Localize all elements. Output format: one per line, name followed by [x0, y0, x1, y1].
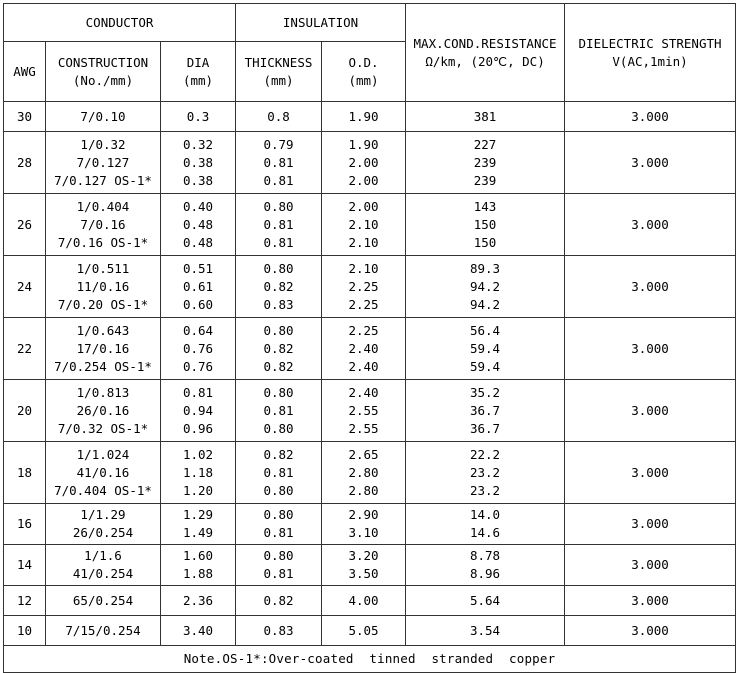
dia-cell-line: 0.60 — [182, 296, 214, 312]
thickness-cell-line: 0.81 — [263, 234, 294, 250]
resistance-cell-line: 59.4 — [469, 340, 501, 356]
table-row — [4, 616, 736, 646]
construction-cell — [46, 442, 161, 504]
resistance-cell — [406, 586, 565, 616]
od-cell-line: 5.05 — [348, 622, 379, 638]
resistance-cell-line: 14.6 — [469, 525, 501, 540]
awg-cell: 20 — [4, 380, 46, 442]
thickness-cell-line: 0.80 — [263, 198, 294, 214]
table-row — [4, 256, 736, 318]
od-cell-line: 2.25 — [348, 322, 379, 338]
resistance-cell-line: 143 — [473, 198, 497, 214]
od-cell-line: 4.00 — [348, 592, 379, 608]
thickness-cell-line: 0.81 — [263, 464, 294, 480]
resistance-cell — [406, 318, 565, 380]
dielectric-cell: 3.000 — [565, 380, 736, 442]
construction-cell-line: 1/1.29 — [80, 507, 126, 522]
dia-cell — [161, 442, 236, 504]
dielectric-cell: 3.000 — [565, 132, 736, 194]
dia-cell-line: 0.64 — [182, 322, 214, 338]
table-row — [4, 442, 736, 504]
dia-cell — [161, 545, 236, 586]
table-body — [4, 102, 736, 646]
dia-cell-line: 0.81 — [182, 384, 214, 400]
thickness-cell-line: 0.82 — [263, 358, 294, 374]
dia-cell-line: 2.36 — [182, 592, 214, 608]
resistance-cell-line: 227 — [473, 136, 497, 152]
thickness-cell — [236, 504, 322, 545]
construction-cell — [46, 194, 161, 256]
od-cell-line: 2.90 — [348, 507, 379, 522]
resistance-cell — [406, 102, 565, 132]
dielectric-header-line1: DIELECTRIC STRENGTH — [578, 35, 722, 51]
construction-cell-line: 7/0.16 OS-1* — [57, 234, 149, 250]
thickness-cell — [236, 545, 322, 586]
construction-cell-line: 1/0.813 — [76, 384, 130, 400]
od-header-line1: O.D. — [348, 54, 379, 70]
construction-cell — [46, 504, 161, 545]
thickness-cell-line: 0.83 — [263, 296, 294, 312]
od-cell-line: 2.00 — [348, 172, 379, 188]
thickness-header-line1: THICKNESS — [244, 54, 313, 70]
od-cell-line: 2.10 — [348, 216, 379, 232]
od-cell-line: 2.55 — [348, 402, 379, 418]
od-cell-line: 2.40 — [348, 358, 379, 374]
dia-cell-line: 1.88 — [182, 566, 214, 581]
construction-cell — [46, 318, 161, 380]
resistance-header-line1: MAX.COND.RESISTANCE — [413, 35, 557, 51]
awg-cell: 12 — [4, 586, 46, 616]
od-cell — [322, 102, 406, 132]
construction-cell-line: 1/1.6 — [84, 548, 122, 563]
construction-cell-line: 65/0.254 — [72, 592, 134, 608]
construction-cell-line: 41/0.254 — [72, 566, 134, 581]
thickness-cell-line: 0.82 — [263, 446, 294, 462]
conductor-header: CONDUCTOR — [4, 4, 236, 42]
thickness-cell-line: 0.80 — [263, 322, 294, 338]
od-cell-line: 2.25 — [348, 296, 379, 312]
construction-cell — [46, 545, 161, 586]
thickness-cell-line: 0.8 — [267, 108, 290, 124]
construction-cell-line: 1/0.404 — [76, 198, 130, 214]
construction-cell-line: 7/0.254 OS-1* — [54, 358, 152, 374]
od-cell-line: 2.00 — [348, 154, 379, 170]
dia-cell-line: 1.29 — [182, 507, 214, 522]
table-row — [4, 318, 736, 380]
dia-cell-line: 0.76 — [182, 358, 214, 374]
dia-cell-line: 0.40 — [182, 198, 214, 214]
awg-cell: 28 — [4, 132, 46, 194]
thickness-cell-line: 0.80 — [263, 384, 294, 400]
od-cell-line: 2.80 — [348, 464, 379, 480]
thickness-cell — [236, 586, 322, 616]
dielectric-header — [565, 4, 736, 102]
resistance-cell-line: 22.2 — [469, 446, 501, 462]
construction-cell-line: 1/0.511 — [76, 260, 130, 276]
thickness-cell — [236, 132, 322, 194]
resistance-cell-line: 23.2 — [469, 482, 501, 498]
thickness-cell — [236, 102, 322, 132]
dia-cell — [161, 256, 236, 318]
dielectric-cell: 3.000 — [565, 256, 736, 318]
resistance-cell-line: 3.54 — [469, 622, 501, 638]
resistance-cell-line: 94.2 — [469, 278, 501, 294]
construction-cell — [46, 380, 161, 442]
resistance-cell-line: 150 — [473, 216, 497, 232]
construction-cell-line: 41/0.16 — [76, 464, 130, 480]
spec-table-container — [3, 3, 736, 673]
thickness-cell-line: 0.82 — [263, 278, 294, 294]
od-cell — [322, 256, 406, 318]
resistance-cell — [406, 545, 565, 586]
construction-cell-line: 7/0.404 OS-1* — [54, 482, 152, 498]
resistance-cell-line: 56.4 — [469, 322, 501, 338]
table-row — [4, 545, 736, 586]
od-cell-line: 2.65 — [348, 446, 379, 462]
thickness-cell-line: 0.79 — [263, 136, 294, 152]
od-cell-line: 2.55 — [348, 420, 379, 436]
dielectric-cell: 3.000 — [565, 194, 736, 256]
resistance-cell-line: 94.2 — [469, 296, 501, 312]
od-cell — [322, 380, 406, 442]
dia-cell — [161, 616, 236, 646]
resistance-cell-line: 89.3 — [469, 260, 501, 276]
construction-cell-line: 7/0.127 — [76, 154, 130, 170]
od-cell — [322, 545, 406, 586]
dia-cell-line: 1.02 — [182, 446, 214, 462]
construction-cell-line: 7/0.20 OS-1* — [57, 296, 149, 312]
thickness-cell — [236, 616, 322, 646]
thickness-cell-line: 0.82 — [263, 592, 294, 608]
dia-header — [161, 42, 236, 102]
dia-cell-line: 0.48 — [182, 216, 214, 232]
resistance-cell — [406, 194, 565, 256]
awg-header: AWG — [4, 42, 46, 102]
dia-cell-line: 0.94 — [182, 402, 214, 418]
footnote-text: Note.OS-1*:Over-coated tinned stranded copper — [183, 651, 556, 666]
thickness-cell-line: 0.80 — [263, 482, 294, 498]
dielectric-cell: 3.000 — [565, 442, 736, 504]
construction-cell-line: 7/0.127 OS-1* — [54, 172, 152, 188]
thickness-cell-line: 0.80 — [263, 420, 294, 436]
resistance-cell-line: 8.96 — [469, 566, 501, 581]
thickness-cell — [236, 194, 322, 256]
thickness-header-line2: (mm) — [263, 72, 294, 88]
resistance-cell — [406, 616, 565, 646]
od-cell-line: 2.80 — [348, 482, 379, 498]
table-row — [4, 194, 736, 256]
resistance-cell-line: 239 — [473, 154, 497, 170]
construction-cell-line: 1/0.643 — [76, 322, 130, 338]
resistance-cell-line: 23.2 — [469, 464, 501, 480]
insulation-header: INSULATION — [236, 4, 406, 42]
od-cell-line: 3.50 — [348, 566, 379, 581]
dia-cell — [161, 132, 236, 194]
construction-cell-line: 7/0.32 OS-1* — [57, 420, 149, 436]
thickness-cell-line: 0.81 — [263, 154, 294, 170]
resistance-cell-line: 150 — [473, 234, 497, 250]
resistance-cell-line: 5.64 — [469, 592, 501, 608]
construction-cell-line: 17/0.16 — [76, 340, 130, 356]
dia-cell — [161, 380, 236, 442]
construction-cell — [46, 102, 161, 132]
dia-cell-line: 1.20 — [182, 482, 214, 498]
od-cell — [322, 586, 406, 616]
od-cell — [322, 132, 406, 194]
construction-cell-line: 26/0.254 — [72, 525, 134, 540]
od-cell-line: 2.10 — [348, 260, 379, 276]
table-row — [4, 586, 736, 616]
awg-cell: 26 — [4, 194, 46, 256]
od-cell-line: 3.10 — [348, 525, 379, 540]
resistance-cell — [406, 380, 565, 442]
od-cell — [322, 194, 406, 256]
dia-cell-line: 1.18 — [182, 464, 214, 480]
od-cell-line: 1.90 — [348, 108, 379, 124]
resistance-cell — [406, 256, 565, 318]
construction-cell-line: 7/15/0.254 — [65, 622, 141, 638]
od-cell-line: 2.40 — [348, 340, 379, 356]
dia-header-line1: DIA — [186, 54, 210, 70]
dia-cell-line: 0.51 — [182, 260, 214, 276]
od-cell — [322, 616, 406, 646]
awg-cell: 22 — [4, 318, 46, 380]
resistance-cell-line: 239 — [473, 172, 497, 188]
thickness-cell-line: 0.80 — [263, 548, 294, 563]
awg-cell: 24 — [4, 256, 46, 318]
dia-cell — [161, 586, 236, 616]
construction-cell — [46, 132, 161, 194]
thickness-cell-line: 0.81 — [263, 216, 294, 232]
od-cell-line: 2.00 — [348, 198, 379, 214]
dielectric-cell: 3.000 — [565, 616, 736, 646]
footnote — [4, 646, 736, 673]
thickness-cell-line: 0.81 — [263, 402, 294, 418]
resistance-cell-line: 36.7 — [469, 402, 501, 418]
thickness-cell-line: 0.83 — [263, 622, 294, 638]
resistance-cell-line: 36.7 — [469, 420, 501, 436]
table-row — [4, 102, 736, 132]
dielectric-header-line2: V(AC,1min) — [612, 53, 688, 69]
dia-cell-line: 0.48 — [182, 234, 214, 250]
thickness-cell-line: 0.80 — [263, 260, 294, 276]
resistance-cell — [406, 504, 565, 545]
resistance-header-line2: Ω/km, (20℃, DC) — [425, 53, 545, 69]
od-cell-line: 2.40 — [348, 384, 379, 400]
dielectric-cell: 3.000 — [565, 318, 736, 380]
awg-cell: 10 — [4, 616, 46, 646]
construction-cell-line: 11/0.16 — [76, 278, 130, 294]
od-header-line2: (mm) — [348, 72, 379, 88]
thickness-cell — [236, 256, 322, 318]
dia-cell-line: 0.76 — [182, 340, 214, 356]
resistance-header — [406, 4, 565, 102]
dia-cell-line: 1.60 — [182, 548, 214, 563]
dia-header-line2: (mm) — [182, 72, 214, 88]
od-cell-line: 1.90 — [348, 136, 379, 152]
od-cell-line: 2.10 — [348, 234, 379, 250]
resistance-cell-line: 381 — [473, 108, 497, 124]
construction-cell-line: 1/0.32 — [80, 136, 126, 152]
dia-cell-line: 1.49 — [182, 525, 214, 540]
table-row — [4, 504, 736, 545]
thickness-cell — [236, 318, 322, 380]
dia-cell-line: 0.3 — [186, 108, 210, 124]
construction-cell-line: 26/0.16 — [76, 402, 130, 418]
construction-header-line1: CONSTRUCTION — [57, 54, 149, 70]
thickness-header — [236, 42, 322, 102]
cable-spec-table — [3, 3, 736, 673]
dia-cell — [161, 102, 236, 132]
thickness-cell-line: 0.81 — [263, 525, 294, 540]
thickness-cell — [236, 442, 322, 504]
table-row — [4, 132, 736, 194]
thickness-cell-line: 0.81 — [263, 566, 294, 581]
dielectric-cell: 3.000 — [565, 102, 736, 132]
od-cell-line: 3.20 — [348, 548, 379, 563]
dielectric-cell: 3.000 — [565, 586, 736, 616]
od-cell-line: 2.25 — [348, 278, 379, 294]
dielectric-cell: 3.000 — [565, 504, 736, 545]
thickness-cell — [236, 380, 322, 442]
construction-header-line2: (No./mm) — [72, 72, 134, 88]
resistance-cell — [406, 132, 565, 194]
awg-cell: 14 — [4, 545, 46, 586]
dia-cell-line: 0.96 — [182, 420, 214, 436]
construction-cell — [46, 586, 161, 616]
od-cell — [322, 442, 406, 504]
resistance-cell-line: 59.4 — [469, 358, 501, 374]
dia-cell — [161, 194, 236, 256]
table-header — [4, 4, 736, 102]
awg-cell: 18 — [4, 442, 46, 504]
resistance-cell-line: 8.78 — [469, 548, 501, 563]
dia-cell-line: 0.38 — [182, 154, 214, 170]
thickness-cell-line: 0.81 — [263, 172, 294, 188]
dia-cell-line: 3.40 — [182, 622, 214, 638]
awg-cell: 30 — [4, 102, 46, 132]
table-row — [4, 380, 736, 442]
construction-cell-line: 1/1.024 — [76, 446, 130, 462]
dia-cell-line: 0.32 — [182, 136, 214, 152]
resistance-cell-line: 35.2 — [469, 384, 501, 400]
dia-cell — [161, 504, 236, 545]
dia-cell-line: 0.38 — [182, 172, 214, 188]
construction-cell-line: 7/0.16 — [80, 216, 126, 232]
construction-cell-line: 7/0.10 — [80, 108, 126, 124]
resistance-cell — [406, 442, 565, 504]
resistance-cell-line: 14.0 — [469, 507, 501, 522]
thickness-cell-line: 0.80 — [263, 507, 294, 522]
od-cell — [322, 504, 406, 545]
od-header — [322, 42, 406, 102]
construction-header — [46, 42, 161, 102]
thickness-cell-line: 0.82 — [263, 340, 294, 356]
construction-cell — [46, 616, 161, 646]
od-cell — [322, 318, 406, 380]
dia-cell — [161, 318, 236, 380]
dia-cell-line: 0.61 — [182, 278, 214, 294]
construction-cell — [46, 256, 161, 318]
dielectric-cell: 3.000 — [565, 545, 736, 586]
awg-cell: 16 — [4, 504, 46, 545]
